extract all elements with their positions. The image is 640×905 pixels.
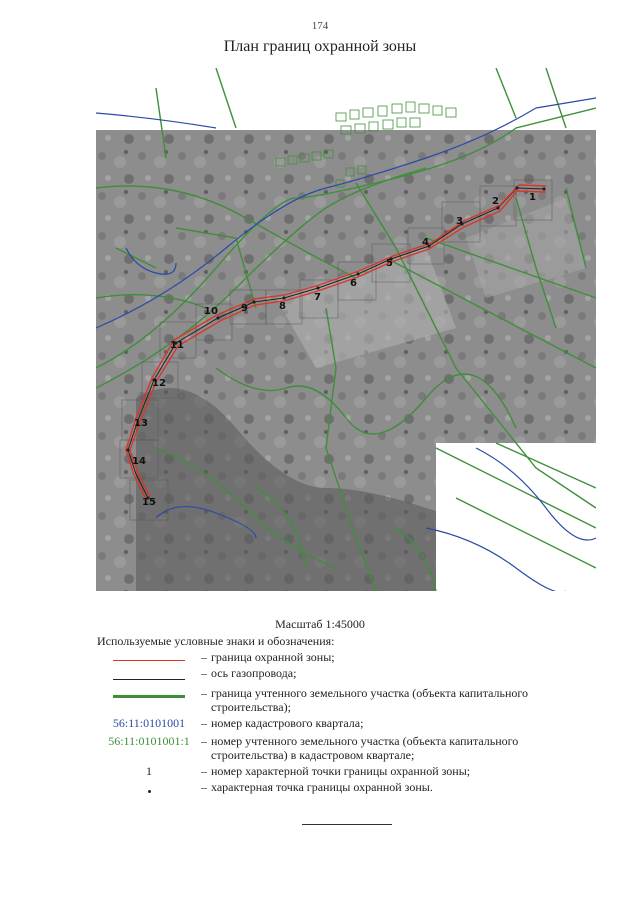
legend-dash: –: [201, 666, 207, 680]
point-label-14: 14: [132, 456, 146, 467]
point-label-5: 5: [386, 258, 393, 269]
legend-item-land-plot-number: [97, 734, 577, 762]
point-label-4: 4: [422, 237, 429, 248]
legend-item-point-number: [97, 764, 577, 778]
legend-dash: –: [201, 764, 207, 778]
point-label-11: 11: [170, 340, 184, 351]
white-field: [436, 443, 596, 591]
legend-text: граница учтенного земельного участка (объекта капитального строительства);: [211, 686, 529, 714]
point-label-2: 2: [492, 196, 499, 207]
point-label-8: 8: [279, 301, 286, 312]
legend-text: номер учтенного земельного участка (объекта капитального строительства) в кадастровом квартале;: [211, 734, 519, 762]
point-label-12: 12: [152, 378, 166, 389]
legend-text: граница охранной зоны;: [211, 650, 335, 664]
map-scale: Масштаб 1:45000: [275, 617, 365, 631]
point-label-13: 13: [134, 418, 148, 429]
point-label-3: 3: [456, 216, 463, 227]
page-number: 174: [311, 20, 329, 32]
legend-symbol-blue-number: 56:11:0101001: [112, 716, 186, 730]
point-label-10: 10: [204, 306, 218, 317]
legend-item-protection-zone: [97, 650, 577, 664]
point-label-15: 15: [142, 497, 156, 508]
legend-symbol-black-line: [97, 666, 201, 680]
legend-dash: –: [201, 734, 207, 748]
legend-text: номер характерной точки границы охранной зоны;: [211, 764, 471, 778]
legend-symbol-green-number: 56:11:0101001:1: [108, 734, 190, 748]
point-label-7: 7: [314, 292, 321, 303]
point-label-6: 6: [350, 278, 357, 289]
legend-symbol-number: 1: [146, 764, 152, 778]
legend-symbol-dot: [97, 780, 201, 794]
legend-item-point: [97, 780, 577, 794]
legend: [97, 650, 577, 796]
point-label-9: 9: [241, 303, 248, 314]
legend-dash: –: [201, 650, 207, 664]
point-label-1: 1: [529, 192, 536, 203]
map-panel[interactable]: [96, 68, 596, 591]
legend-text: ось газопровода;: [211, 666, 297, 680]
legend-dash: –: [201, 780, 207, 794]
legend-text: характерная точка границы охранной зоны.: [211, 780, 433, 794]
legend-dash: –: [201, 686, 207, 700]
legend-title: Используемые условные знаки и обозначения:: [97, 634, 335, 648]
legend-item-pipeline-axis: [97, 666, 577, 680]
map-canvas[interactable]: [96, 68, 596, 591]
legend-symbol-red-line: [97, 650, 201, 664]
signature-line: [302, 824, 392, 825]
legend-dash: –: [201, 716, 207, 730]
legend-item-land-plot: [97, 686, 577, 714]
legend-item-cadastral-quarter: [97, 716, 577, 730]
page-title: План границ охранной зоны: [223, 38, 417, 55]
legend-text: номер кадастрового квартала;: [211, 716, 364, 730]
legend-symbol-green-line: [97, 686, 201, 700]
